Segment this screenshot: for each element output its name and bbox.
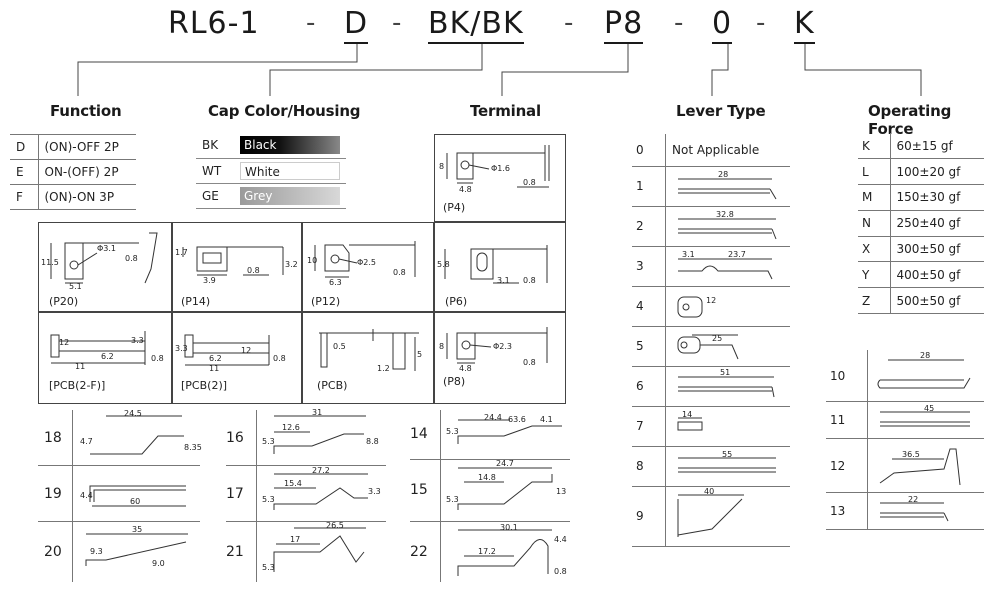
force-code: Y (858, 262, 890, 288)
dim: 11 (75, 362, 86, 371)
lever-3-drawing (672, 247, 784, 283)
lever-1-drawing (672, 167, 784, 203)
lever-code: 19 (44, 486, 62, 502)
force-value: 500±50 gf (890, 288, 984, 314)
force-code: N (858, 210, 890, 236)
force-value: 250±40 gf (890, 210, 984, 236)
dim: 12.6 (282, 423, 300, 432)
lever-code: 12 (826, 439, 868, 493)
terminal-p12 (302, 222, 434, 312)
lever-desc: Not Applicable (666, 134, 791, 166)
function-code: D (10, 135, 38, 160)
dim: 8 (439, 162, 445, 171)
force-code: L (858, 159, 890, 185)
lever-type-extra-table (826, 350, 984, 530)
lever-code: 3 (632, 246, 666, 286)
lever-9-drawing (672, 487, 784, 543)
dim: 22 (908, 494, 919, 504)
dim: 24.4 (484, 413, 502, 422)
operating-force-table (858, 133, 984, 314)
lever-code: 11 (826, 402, 868, 439)
lever-11-drawing (874, 404, 978, 434)
dim: 3.3 (175, 344, 188, 353)
lever-row (38, 522, 200, 582)
lever-code: 10 (826, 350, 868, 402)
code-dash: - (564, 8, 574, 38)
lever-code: 5 (632, 326, 666, 366)
dim: 35 (132, 525, 143, 534)
dim: 0.8 (523, 358, 536, 367)
dim: 11.5 (41, 258, 59, 267)
function-row (10, 185, 136, 210)
lever-row (38, 466, 200, 522)
lever-code: 1 (632, 166, 666, 206)
force-row (858, 262, 984, 288)
dim: 5.3 (262, 437, 275, 446)
terminal-pcb (302, 312, 434, 404)
dim: 4.8 (459, 364, 472, 373)
leader-terminal (502, 44, 628, 96)
code-dash: - (306, 8, 316, 38)
dim: 4.4 (80, 491, 93, 500)
dim: 32.8 (716, 209, 734, 219)
code-lever: 0 (712, 6, 732, 44)
dim: 3.3 (131, 336, 144, 345)
lever-row (632, 486, 790, 546)
dim: 1.7 (175, 248, 188, 257)
dim: 24.5 (124, 409, 142, 418)
dim: 4.8 (459, 185, 472, 194)
dim: Φ1.6 (491, 164, 511, 173)
color-swatch-black: Black (240, 136, 340, 154)
function-title: Function (50, 102, 122, 120)
lever-12-drawing (874, 439, 978, 489)
lever-code: 16 (226, 430, 244, 446)
lever-code: 14 (410, 426, 428, 442)
terminal-label: [PCB(2-F)] (49, 379, 106, 392)
lever-4-drawing (672, 287, 784, 323)
force-row (858, 133, 984, 159)
lever-18-drawing (76, 410, 200, 466)
dim: 8 (439, 342, 445, 351)
terminal-label: (P4) (443, 201, 466, 214)
dim: Φ2.5 (357, 258, 377, 267)
dim: 17.2 (478, 547, 496, 556)
lever-bottom-col-1 (38, 410, 200, 582)
dim: 3.1 (682, 249, 695, 259)
cap-color-code: BK (196, 133, 234, 158)
lever-row (632, 366, 790, 406)
function-row (10, 160, 136, 185)
dim: 0.8 (393, 268, 406, 277)
lever-row (632, 286, 790, 326)
force-value: 400±50 gf (890, 262, 984, 288)
dim: 40 (704, 486, 715, 496)
dim: 12 (59, 338, 70, 347)
force-row (858, 288, 984, 314)
lever-row (632, 406, 790, 446)
dim: 11 (209, 364, 220, 373)
terminal-pcb2f (38, 312, 172, 404)
function-row (10, 135, 136, 160)
dim: 0.8 (151, 354, 164, 363)
lever-row (632, 134, 790, 166)
cap-color-title: Cap Color/Housing (208, 102, 361, 120)
leader-function (78, 44, 357, 96)
lever-code: 4 (632, 286, 666, 326)
function-code: F (10, 185, 38, 210)
force-value: 150±30 gf (890, 185, 984, 211)
dim: 4.1 (540, 415, 553, 424)
dim: 0.8 (247, 266, 260, 275)
code-color: BK/BK (428, 6, 524, 44)
lever-code: 2 (632, 206, 666, 246)
dim: 55 (722, 449, 733, 459)
dim: 23.7 (728, 249, 746, 259)
lever-row (632, 206, 790, 246)
lever-code: 20 (44, 544, 62, 560)
terminal-label: (P14) (181, 295, 211, 308)
lever-code: 17 (226, 486, 244, 502)
lever-16-drawing (260, 410, 386, 466)
terminal-label: [PCB(2)] (181, 379, 228, 392)
force-row (858, 185, 984, 211)
dim: 12 (706, 295, 717, 305)
force-code: Z (858, 288, 890, 314)
dim: 5.3 (262, 563, 275, 572)
cap-color-row (196, 133, 346, 158)
dim: 4.7 (80, 437, 93, 446)
dim: 12 (241, 346, 252, 355)
dim: 13 (556, 487, 567, 496)
cap-color-row (196, 158, 346, 183)
lever-15-drawing (444, 460, 570, 522)
dim: Φ3.1 (97, 244, 117, 253)
function-code: E (10, 160, 38, 185)
dim: 60 (130, 497, 141, 506)
lever-row (410, 522, 570, 582)
dim: 26.5 (326, 521, 344, 530)
terminal-label: (P8) (443, 375, 466, 388)
dim: 0.8 (523, 178, 536, 187)
leader-force (805, 44, 921, 96)
code-dash: - (674, 8, 684, 38)
cap-color-code: WT (196, 158, 234, 183)
lever-14-drawing (444, 410, 570, 460)
dim: 24.7 (496, 459, 514, 468)
dim: 1.2 (377, 364, 390, 373)
dim: 17 (290, 535, 301, 544)
code-function: D (344, 6, 368, 44)
force-value: 300±50 gf (890, 236, 984, 262)
terminal-label: (P6) (445, 295, 468, 308)
dim: 3.2 (285, 260, 298, 269)
force-row (858, 159, 984, 185)
lever-code: 8 (632, 446, 666, 486)
lever-code: 18 (44, 430, 62, 446)
lever-6-drawing (672, 367, 784, 403)
color-swatch-grey: Grey (240, 187, 340, 205)
terminal-p6 (434, 222, 566, 312)
function-desc: (ON)-ON 3P (38, 185, 136, 210)
dim: 6.2 (209, 354, 222, 363)
dim: 0.8 (125, 254, 138, 263)
dim: 15.4 (284, 479, 302, 488)
dim: 5 (417, 350, 423, 359)
dim: 5.8 (437, 260, 450, 269)
lever-2-drawing (672, 207, 784, 243)
lever-code: 6 (632, 366, 666, 406)
dim: 4.4 (554, 535, 567, 544)
terminal-label: (P12) (311, 295, 341, 308)
lever-row (826, 439, 984, 493)
lever-code: 22 (410, 544, 428, 560)
dim: 5.1 (69, 282, 82, 291)
dim: 63.6 (508, 415, 526, 424)
force-value: 100±20 gf (890, 159, 984, 185)
code-force: K (794, 6, 815, 44)
lever-5-drawing (672, 327, 784, 363)
lever-20-drawing (76, 522, 200, 582)
dim: 6.3 (329, 278, 342, 287)
operating-force-title: Operating Force (868, 102, 952, 138)
code-dash: - (756, 8, 766, 38)
lever-row (226, 410, 386, 466)
lever-7-drawing (672, 410, 784, 440)
lever-code: 15 (410, 482, 428, 498)
dim: 31 (312, 408, 323, 417)
dim: 5.3 (446, 495, 459, 504)
terminal-p8-drawing (435, 313, 567, 405)
code-dash: - (392, 8, 402, 38)
force-value: 60±15 gf (890, 133, 984, 159)
function-table (10, 134, 136, 210)
lever-type-title: Lever Type (676, 102, 766, 120)
lever-row (38, 410, 200, 466)
lever-code: 13 (826, 493, 868, 530)
dim: 6.2 (101, 352, 114, 361)
lever-row (826, 402, 984, 439)
dim: 9.3 (90, 547, 103, 556)
lever-bottom-col-3 (410, 410, 570, 582)
lever-row (632, 326, 790, 366)
dim: 3.3 (368, 487, 381, 496)
lever-code: 21 (226, 544, 244, 560)
dim: 51 (720, 367, 731, 377)
dim: 8.35 (184, 443, 202, 452)
lever-21-drawing (260, 522, 386, 582)
force-row (858, 236, 984, 262)
terminal-p20 (38, 222, 172, 312)
force-row (858, 210, 984, 236)
cap-color-code: GE (196, 183, 234, 208)
ordering-code (160, 6, 840, 46)
lever-row (226, 522, 386, 582)
cap-color-row (196, 183, 346, 208)
terminal-p8 (434, 312, 566, 404)
dim: 27.2 (312, 466, 330, 475)
lever-19-drawing (76, 466, 200, 522)
dim: 28 (718, 169, 729, 179)
cap-color-table (196, 133, 346, 209)
dim: 0.8 (523, 276, 536, 285)
lever-row (410, 410, 570, 460)
dim: 14.8 (478, 473, 496, 482)
lever-row (632, 166, 790, 206)
lever-bottom-col-2 (226, 410, 386, 582)
dim: 0.8 (273, 354, 286, 363)
leader-lever (712, 44, 728, 96)
terminal-p4 (434, 134, 566, 222)
lever-row (826, 350, 984, 402)
dim: 36.5 (902, 450, 920, 459)
lever-8-drawing (672, 450, 784, 480)
terminal-p14 (172, 222, 302, 312)
force-code: M (858, 185, 890, 211)
lever-code: 0 (632, 134, 666, 166)
dim: 5.3 (446, 427, 459, 436)
code-terminal: P8 (604, 6, 643, 44)
lever-code: 9 (632, 486, 666, 546)
dim: 3.9 (203, 276, 216, 285)
code-series: RL6-1 (168, 6, 260, 41)
lever-code: 7 (632, 406, 666, 446)
dim: 9.0 (152, 559, 165, 568)
dim: 0.8 (554, 567, 567, 576)
lever-row (632, 446, 790, 486)
color-swatch-white: White (240, 162, 340, 180)
dim: 28 (920, 351, 931, 360)
force-code: X (858, 236, 890, 262)
dim: 25 (712, 333, 723, 343)
lever-13-drawing (874, 495, 978, 525)
dim: 3.1 (497, 276, 510, 285)
lever-22-drawing (444, 522, 570, 582)
terminal-label: (PCB) (317, 379, 348, 392)
dim: 14 (682, 409, 693, 419)
terminal-label: (P20) (49, 295, 79, 308)
lever-row (410, 460, 570, 522)
force-code: K (858, 133, 890, 159)
dim: 0.5 (333, 342, 346, 351)
terminal-title: Terminal (470, 102, 541, 120)
lever-10-drawing (874, 350, 978, 398)
dim: Φ2.3 (493, 342, 513, 351)
lever-row (632, 246, 790, 286)
dim: 8.8 (366, 437, 379, 446)
leader-color (270, 44, 482, 96)
lever-row (826, 493, 984, 530)
dim: 45 (924, 403, 935, 413)
dim: 5.3 (262, 495, 275, 504)
lever-17-drawing (260, 466, 386, 522)
dim: 30.1 (500, 523, 518, 532)
lever-row (226, 466, 386, 522)
terminal-pcb2 (172, 312, 302, 404)
function-desc: ON-(OFF) 2P (38, 160, 136, 185)
lever-type-table (632, 134, 790, 547)
function-desc: (ON)-OFF 2P (38, 135, 136, 160)
dim: 10 (307, 256, 318, 265)
